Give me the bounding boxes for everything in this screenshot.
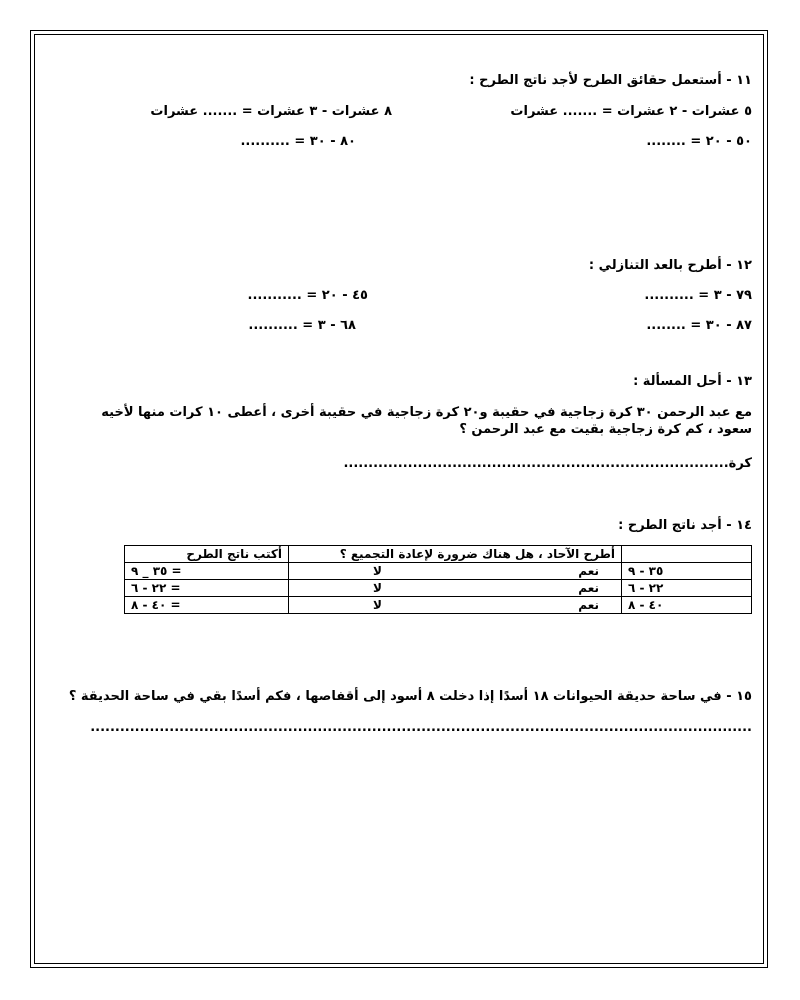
table-header-row — [125, 546, 752, 563]
page-border-inner — [34, 34, 764, 964]
yes-option[interactable]: نعم — [578, 563, 599, 578]
q11-line1-left: ٨ عشرات - ٣ عشرات = ....... عشرات — [150, 104, 392, 119]
row-result: ٣٥ _ ٩ = — [125, 563, 289, 580]
row-result: ٤٠ - ٨ = — [125, 597, 289, 614]
q12-line2-left: ٦٨ - ٣ = .......... — [248, 318, 356, 333]
q11-title: ١١ - أستعمل حقائق الطرح لأجد ناتج الطرح : — [469, 73, 752, 88]
row-problem: ٤٠ - ٨ — [622, 597, 752, 614]
no-option[interactable]: لا — [373, 580, 382, 595]
table-row — [125, 580, 752, 597]
header-problem — [622, 546, 752, 563]
no-option[interactable]: لا — [373, 597, 382, 612]
q14-title: ١٤ - أجد ناتج الطرح : — [618, 518, 752, 533]
q15-title: ١٥ - في ساحة حديقة الحيوانات ١٨ أسدًا إذا دخلت ٨ أسود إلى أقفاصها ، فكم أسدًا بقي في ساحة الحديقة ؟ — [68, 689, 752, 704]
table-row — [125, 563, 752, 580]
row-choice — [289, 597, 622, 614]
q11-line1-right: ٥ عشرات - ٢ عشرات = ....... عشرات — [510, 104, 752, 119]
row-problem: ٢٢ - ٦ — [622, 580, 752, 597]
q13-answer-line: كرة.............................................................................. — [343, 456, 752, 471]
q15-answer-line: ...................................................................................................................................... — [90, 720, 752, 735]
subtraction-table — [124, 545, 752, 614]
q13-problem-text: مع عبد الرحمن ٣٠ كرة زجاجية في حقيبة و٢٠ كرة زجاجية في حقيبة أخرى ، أعطى ١٠ كرات منها لأخيه سعود ، كم كرة زجاجية بقيت مع عبد الرحمن ؟ — [101, 405, 752, 437]
q11-line2-left: ٨٠ - ٣٠ = .......... — [240, 134, 356, 149]
yes-option[interactable]: نعم — [578, 597, 599, 612]
q12-line2-right: ٨٧ - ٣٠ = ........ — [646, 318, 752, 333]
row-problem: ٣٥ - ٩ — [622, 563, 752, 580]
table-row — [125, 597, 752, 614]
q11-line2-right: ٥٠ - ٢٠ = ........ — [646, 134, 752, 149]
header-result: أكتب ناتج الطرح — [125, 546, 289, 563]
q12-title: ١٢ - أطرح بالعد التنازلي : — [588, 258, 752, 273]
q12-line1-left: ٤٥ - ٢٠ = ........... — [247, 288, 368, 303]
row-result: ٢٢ - ٦ = — [125, 580, 289, 597]
row-choice — [289, 580, 622, 597]
header-regroup: أطرح الآحاد ، هل هناك ضرورة لإعادة التجميع ؟ — [289, 546, 622, 563]
q13-title: ١٣ - أحل المسألة : — [633, 374, 752, 389]
no-option[interactable]: لا — [373, 563, 382, 578]
yes-option[interactable]: نعم — [578, 580, 599, 595]
row-choice — [289, 563, 622, 580]
q12-line1-right: ٧٩ - ٣ = .......... — [644, 288, 752, 303]
